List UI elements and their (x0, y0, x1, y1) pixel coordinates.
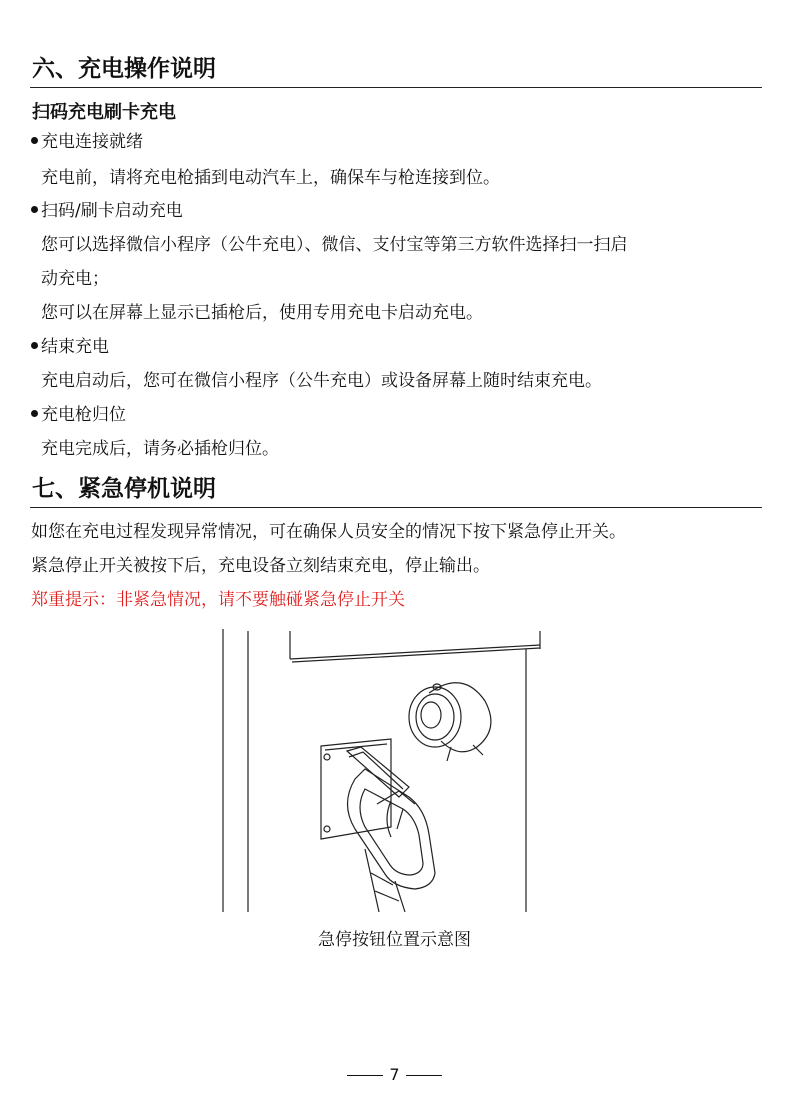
bullet-label: 充电连接就绪 (41, 132, 143, 152)
bullet-item (30, 130, 143, 154)
paragraph: 紧急停止开关被按下后，充电设备立刻结束充电，停止输出。 (31, 556, 490, 576)
bullet-body-line: 您可以在屏幕上显示已插枪后，使用专用充电卡启动充电。 (41, 303, 483, 323)
bullet-dot-icon (31, 206, 38, 213)
bullet-item (30, 403, 126, 427)
bullet-dot-icon (31, 410, 38, 417)
section-6-subtitle: 扫码充电刷卡充电 (32, 102, 176, 123)
bullet-label: 结束充电 (41, 337, 109, 357)
bullet-item (30, 335, 109, 359)
page-number (0, 1064, 789, 1086)
section-7-rule (30, 507, 762, 508)
bullet-body-line: 充电前，请将充电枪插到电动汽车上，确保车与枪连接到位。 (41, 168, 500, 188)
page-number-value: 7 (389, 1065, 400, 1084)
page-number-left-rule (347, 1075, 383, 1076)
section-6-rule (30, 87, 762, 88)
section-6-title: 六、充电操作说明 (32, 56, 216, 82)
bullet-dot-icon (31, 342, 38, 349)
emergency-stop-figure (215, 629, 545, 914)
bullet-label: 扫码/刷卡启动充电 (41, 201, 183, 221)
page-number-right-rule (406, 1075, 442, 1076)
bullet-body-line: 充电完成后，请务必插枪归位。 (41, 439, 279, 459)
paragraph: 如您在充电过程发现异常情况，可在确保人员安全的情况下按下紧急停止开关。 (31, 522, 626, 542)
bullet-body-line: 您可以选择微信小程序（公牛充电）、微信、支付宝等第三方软件选择扫一扫启 (41, 235, 628, 255)
bullet-dot-icon (31, 137, 38, 144)
bullet-label: 充电枪归位 (41, 405, 126, 425)
figure-caption: 急停按钮位置示意图 (318, 930, 471, 950)
warning-notice: 郑重提示：非紧急情况，请不要触碰紧急停止开关 (31, 590, 405, 610)
bullet-body-line: 充电启动后，您可在微信小程序（公牛充电）或设备屏幕上随时结束充电。 (41, 371, 602, 391)
bullet-body-line: 动充电； (41, 269, 109, 289)
charger-line-drawing (215, 629, 545, 914)
bullet-item (30, 199, 183, 223)
section-7-title: 七、紧急停机说明 (32, 476, 216, 502)
